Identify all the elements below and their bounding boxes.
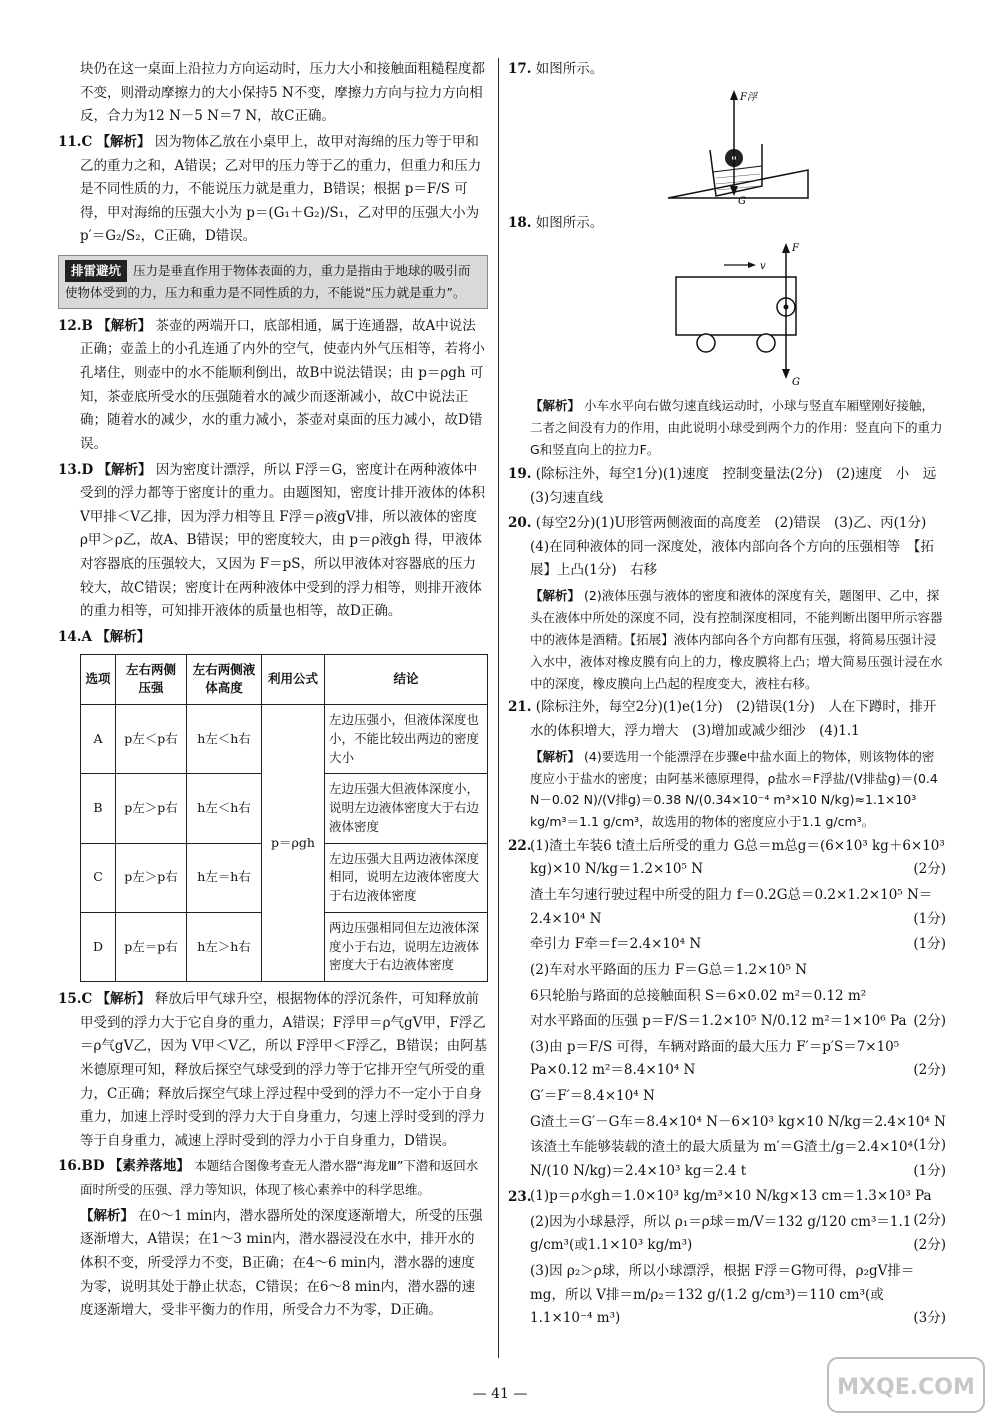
solution-line: (2)车对水平路面的压力 F＝G总＝1.2×10⁵ N [530,961,808,978]
solution-line: 该渣土车能够装载的渣土的最大质量为 m′＝G渣土/g＝2.4×10⁴ N/(10 N/kg)＝2.4×10³ kg＝2.4 t (1分) [530,1139,946,1179]
table-cell: p左＞p右 [116,843,187,912]
q22-number: 22. [508,838,532,855]
table-cell: D [81,912,116,981]
q15: 15.C 【解析】 释放后甲气球升空，根据物体的浮沉条件，可知释放前甲受到的浮力大于它自身的重力，A错误；F浮甲＝ρ气gV甲，F浮乙＝ρ气gV乙，因为 V甲＜V乙，所以 F浮甲＜F浮乙，B错误；由阿基米德原理可知，释放后探空气球受到的浮力等于它排开空气所受的重力，C正确；释放后探空气球上浮过程中受到的浮力不一定小于自身重力，加速上浮时受到的浮力大于自身重力，匀速上浮时受到的浮力等于自身重力，减速上浮时受到的浮力小于自身重力，D错误。 [58,991,488,1149]
table-header: 选项 [81,654,116,705]
solution-line: G渣土＝G′－G车＝8.4×10⁴ N－6×10³ kg×10 N/kg＝2.4×10⁴ N (1分) [530,1113,946,1154]
tip-text: 压力是垂直作用于物体表面的力，重力是指由于地球的吸引而使物体受到的力，压力和重力是不同性质的力，不能说“压力就是重力”。 [65,263,471,300]
table-header: 左右两侧压强 [116,654,187,705]
wheel-left [697,334,715,352]
table-cell: h左＜h右 [187,774,262,843]
solution-line: (1)渣土车装6 t渣土后所受的重力 G总＝m总g＝(6×10³ kg＋6×10³ kg)×10 N/kg＝1.2×10⁵ N (2分) [530,837,946,878]
table-cell: C [81,843,116,912]
q20-analysis: 【解析】 (2)液体压强与液体的密度和液体的深度有关，题图甲、乙中，探头在液体中所处的深度不同，没有控制深度相同，不能判断出图甲所示容器中的液体是酒精。【拓展】液体内部向各个方向都有压强，将简易压强计浸入水中，液体对橡皮膜有向上的力，橡皮膜将上凸；增大简易压强计浸在水中的深度，橡皮膜向上凸起的程度变大，液柱右移。 [530,588,943,691]
watermark-logo [826,1356,986,1414]
q14: 14.A 【解析】 [58,628,151,645]
q12: 12.B 【解析】 茶壶的两端开口，底部相通，属于连通器，故A中说法正确；壶盖上的小孔连通了内外的空气，使壶内外气压相等，若将小孔堵住，则壶中的水不能顺利倒出，故B中说法错误；由 p＝ρgh 可知，茶壶底所受水的压强随着水的减少而逐渐减小，故C中说法正确；随着水的减少，水的重力减小，茶壶对桌面的压力减小，故D错误。 [58,317,485,452]
column-divider [498,58,499,1358]
solution-line: (3)由 p＝F/S 可得，车辆对路面的最大压力 F′＝p′S＝7×10⁵ Pa×0.12 m²＝8.4×10⁴ N (2分) [530,1038,946,1079]
q11: 11.C 【解析】 因为物体乙放在小桌甲上，故甲对海绵的压力等于甲和乙的重力之和，A错误；乙对甲的压力等于乙的重力，但重力和压力是不同性质的力，不能说压力就是重力，B错误；根据 p＝F/S 可得，甲对海绵的压强大小为 p＝(G₁＋G₂)/S₁，乙对甲的压强大小为 p′＝G₂/S₂，C正确，D错误。 [58,133,482,245]
q20: 20. (每空2分)(1)U形管两侧液面的高度差 (2)错误 (3)乙、丙(1分) (4)在同种液体的同一深度处，液体内部向各个方向的压强相等 【拓展】上凸(1分) 右移 [508,515,940,579]
table-header: 结论 [325,654,488,705]
incline [668,170,808,198]
table-cell: B [81,774,116,843]
tension-arrowhead [782,243,790,253]
solution-line: 6只轮胎与路面的总接触面积 S＝6×0.02 m²＝0.12 m² [530,987,867,1004]
tension-label: F [792,243,799,255]
buoyancy-arrowhead [730,90,738,100]
table-formula-cell: p＝ρgh [262,705,325,982]
q13: 13.D 【解析】 因为密度计漂浮，所以 F浮＝G，密度计在两种液体中受到的浮力都等于密度计的重力。由题图知，密度计排开液体的体积 V甲排＜V乙排，因为浮力相等且 F浮＝ρ液gV排，所以液体的密度 ρ甲＞ρ乙，故A、B错误；甲的密度较大，由 p＝ρ液gh 得，甲液体对容器底的压强较大，又因为 F＝pS，所以甲液体对容器底的压力较大，故C错误；密度计在两种液体中受到的浮力相等，则排开液体的重力相等，可知排开液体的质量也相等，故D正确。 [58,461,485,620]
table-header-row [81,654,488,705]
q19: 19. (除标注外，每空1分)(1)速度 控制变量法(2分) (2)速度 小 远 (3)匀速直线 [508,465,950,506]
table-cell: p左＝p右 [116,912,187,981]
solution-line: (3)因 ρ₂＞ρ球，所以小球漂浮，根据 F浮＝G物可得，ρ₂gV排＝mg，所以 V排＝m/ρ₂＝132 g/(1.2 g/cm³)＝110 cm³(或1.1×10⁻⁴ m³) (3分) [530,1263,946,1327]
velocity-label: v [760,261,766,273]
right-column [508,58,950,1333]
gravity-label: G [738,195,746,206]
table-cell: 左边压强大且两边液体深度相同，说明左边液体密度大于右边液体密度 [325,843,488,912]
q10-continuation: 块仍在这一桌面上沿拉力方向运动时，压力大小和接触面粗糙程度都不变，则滑动摩擦力的大小保持5 N不变，摩擦力方向与拉力方向相反，合力为12 N－5 N＝7 N，故C正确。 [80,61,485,125]
table-cell: h左＞h右 [187,912,262,981]
table-cell: 左边压强大但液体深度小，说明左边液体密度大于右边液体密度 [325,774,488,843]
q23-number: 23. [508,1188,532,1205]
solution-line: 牵引力 F牵＝f＝2.4×10⁴ N (1分) [530,936,946,953]
q22-solution [508,835,946,1184]
table-header: 左右两侧液体高度 [187,654,262,705]
watermark-text: MXQE.COM [837,1375,975,1400]
q18-analysis: 【解析】 小车水平向右做匀速直线运动时，小球与竖直车厢壁刚好接触，二者之间没有力的作用，由此说明小球受到两个力的作用：竖直向下的重力G和竖直向上的拉力F。 [530,398,943,457]
q23-solution [508,1185,946,1331]
q16-analysis: 【解析】 在0～1 min内，潜水器所处的深度逐渐增大，所受的压强逐渐增大，A错误；在1～3 min内，潜水器浸没在水中，排开水的体积不变，所受浮力不变，B正确；在4～6 min内，潜水器的速度为零，说明其处于静止状态，C错误；在6～8 min内，潜水器的速度逐渐增大，受非平衡力的作用，所受合力不为零，D正确。 [80,1207,483,1319]
q21-analysis: 【解析】 (4)要选用一个能漂浮在步骤e中盐水面上的物体，则该物体的密度应小于盐水的密度；由阿基米德原理得，ρ盐水＝F浮盐/(V排盐g)＝(0.4 N－0.02 N)/(V排g)＝0.38 N/(0.34×10⁻⁴ m³×10 N/kg)≈1.1×10³ kg/m³＝1.1 g/cm³，故选用的物体的密度应小于1.1 g/cm³。 [530,748,938,830]
q21: 21. (除标注外，每空2分)(1)e(1分) (2)错误(1分) 人在下蹲时，排开水的体积增大，浮力增大 (3)增加或减少细沙 (4)1.1 [508,699,937,739]
table-cell: h左＝h右 [187,843,262,912]
solution-line: (1)p＝ρ水gh＝1.0×10³ kg/m³×10 N/kg×13 cm＝1.3×10³ Pa (2分) [530,1188,946,1228]
gravity-label: G [792,377,800,389]
q17: 17. 如图所示。 [508,61,604,77]
page-number: — 41 — [472,1386,528,1402]
velocity-arrowhead [748,262,756,268]
solution-line: 渣土车匀速行驶过程中所受的阻力 f＝0.2G总＝0.2×1.2×10⁵ N＝2.4×10⁴ N (1分) [530,887,946,927]
solution-line: G′＝F′＝8.4×10⁴ N [530,1088,655,1104]
table-row [81,705,488,774]
gravity-arrowhead [782,369,790,379]
left-column [58,58,488,1325]
liquid-surface [713,166,762,172]
solution-line: (2)因为小球悬浮，所以 ρ₁＝ρ球＝m/V＝132 g/120 cm³＝1.1 g/cm³(或1.1×10³ kg/m³) (2分) [530,1213,946,1254]
table-cell: 左边压强小，但液体深度也小，不能比较出两边的密度大小 [325,705,488,774]
table-cell: A [81,705,116,774]
tip-title: 排雷避坑 [65,260,127,282]
buoyancy-label: F浮 [740,91,757,103]
wheel-right [757,334,775,352]
q14-table [80,654,488,983]
q18: 18. 如图所示。 [508,214,604,231]
q16: 16.BD 【素养落地】 本题结合图像考查无人潜水器“海龙Ⅲ”下潜和返回水面时所受的压强、浮力等知识，体现了核心素养中的科学思维。 [58,1158,479,1197]
table-cell: 两边压强相同但左边液体深度小于右边，说明左边液体密度大于右边液体密度 [325,912,488,981]
table-cell: p左＜p右 [116,705,187,774]
q18-figure [658,239,828,389]
table-cell: h左＜h右 [187,705,262,774]
table-header: 利用公式 [262,654,325,705]
table-cell: p左＞p右 [116,774,187,843]
q17-figure [658,86,818,206]
solution-line: 对水平路面的压强 p＝F/S＝1.2×10⁵ N/0.12 m²＝1×10⁶ Pa (2分) [530,1013,946,1030]
tip-box [58,255,488,309]
